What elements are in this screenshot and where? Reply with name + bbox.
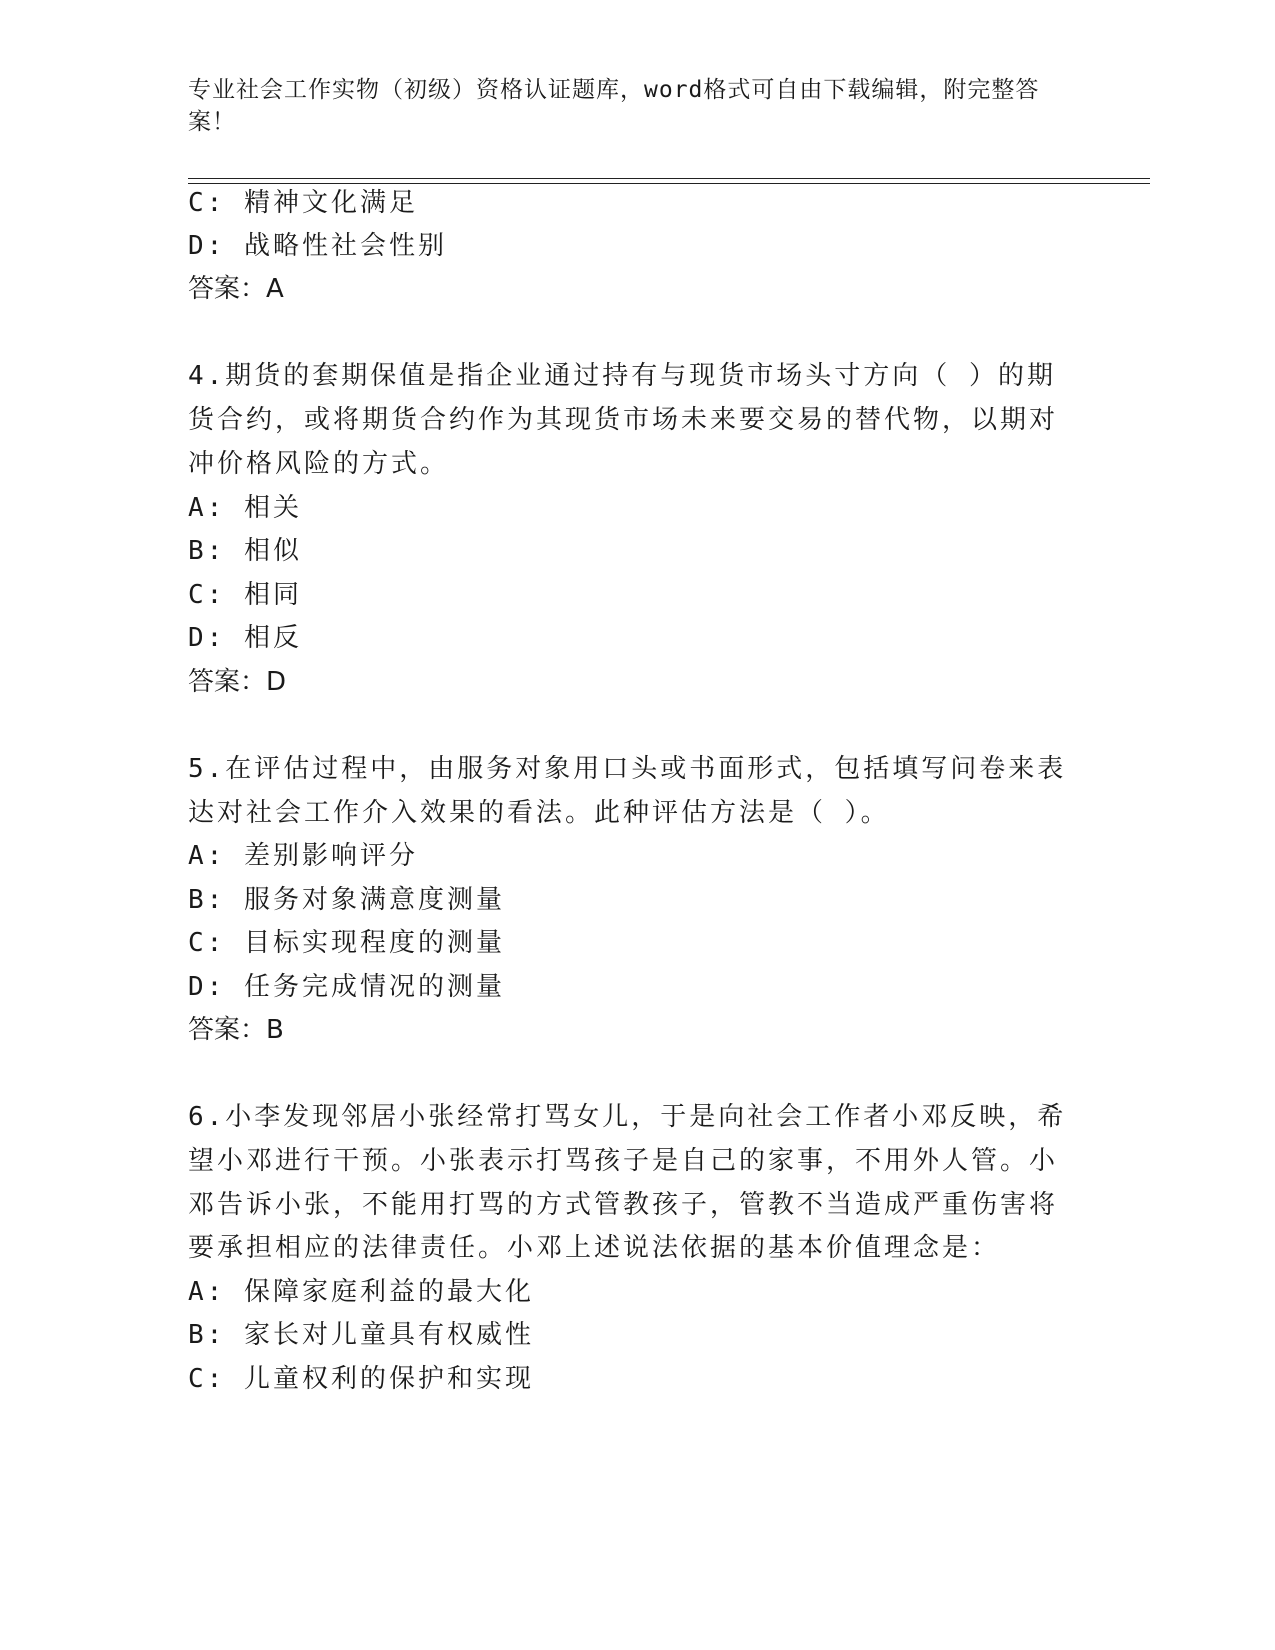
option-c: C: 精神文化满足 xyxy=(188,188,418,218)
question-5-stem: 5.在评估过程中，由服务对象用口头或书面形式，包括填写问卷来表 xyxy=(188,754,1067,784)
answer: 答案：A xyxy=(188,274,284,304)
header-rule-bottom xyxy=(188,183,1150,184)
question-6-stem: 邓告诉小张，不能用打骂的方式管教孩子，管教不当造成严重伤害将 xyxy=(188,1190,1059,1220)
question-6-stem: 6.小李发现邻居小张经常打骂女儿，于是向社会工作者小邓反映，希 xyxy=(188,1102,1067,1132)
option-b: B: 家长对儿童具有权威性 xyxy=(188,1320,534,1350)
option-a: A: 保障家庭利益的最大化 xyxy=(188,1277,534,1307)
option-c: C: 相同 xyxy=(188,580,302,610)
question-4-stem: 冲价格风险的方式。 xyxy=(188,449,450,479)
question-5-stem: 达对社会工作介入效果的看法。此种评估方法是（ ）。 xyxy=(188,798,890,828)
question-4-stem: 4.期货的套期保值是指企业通过持有与现货市场头寸方向（ ）的期 xyxy=(188,361,1056,391)
option-b: B: 相似 xyxy=(188,536,302,566)
option-d: D: 任务完成情况的测量 xyxy=(188,972,505,1002)
option-a: A: 差别影响评分 xyxy=(188,841,418,871)
document-header: 专业社会工作实物（初级）资格认证题库，word格式可自由下载编辑，附完整答案！ xyxy=(188,77,1040,135)
option-d: D: 相反 xyxy=(188,623,302,653)
option-d: D: 战略性社会性别 xyxy=(188,231,447,261)
option-b: B: 服务对象满意度测量 xyxy=(188,885,505,915)
answer: 答案：D xyxy=(188,667,287,697)
option-c: C: 目标实现程度的测量 xyxy=(188,928,505,958)
question-4-stem: 货合约，或将期货合约作为其现货市场未来要交易的替代物，以期对 xyxy=(188,405,1059,435)
header-rule-top xyxy=(188,178,1150,179)
option-c: C: 儿童权利的保护和实现 xyxy=(188,1364,534,1394)
answer: 答案：B xyxy=(188,1015,284,1045)
option-a: A: 相关 xyxy=(188,493,302,523)
question-6-stem: 望小邓进行干预。小张表示打骂孩子是自己的家事，不用外人管。小 xyxy=(188,1146,1059,1176)
question-6-stem: 要承担相应的法律责任。小邓上述说法依据的基本价值理念是： xyxy=(188,1233,1001,1263)
